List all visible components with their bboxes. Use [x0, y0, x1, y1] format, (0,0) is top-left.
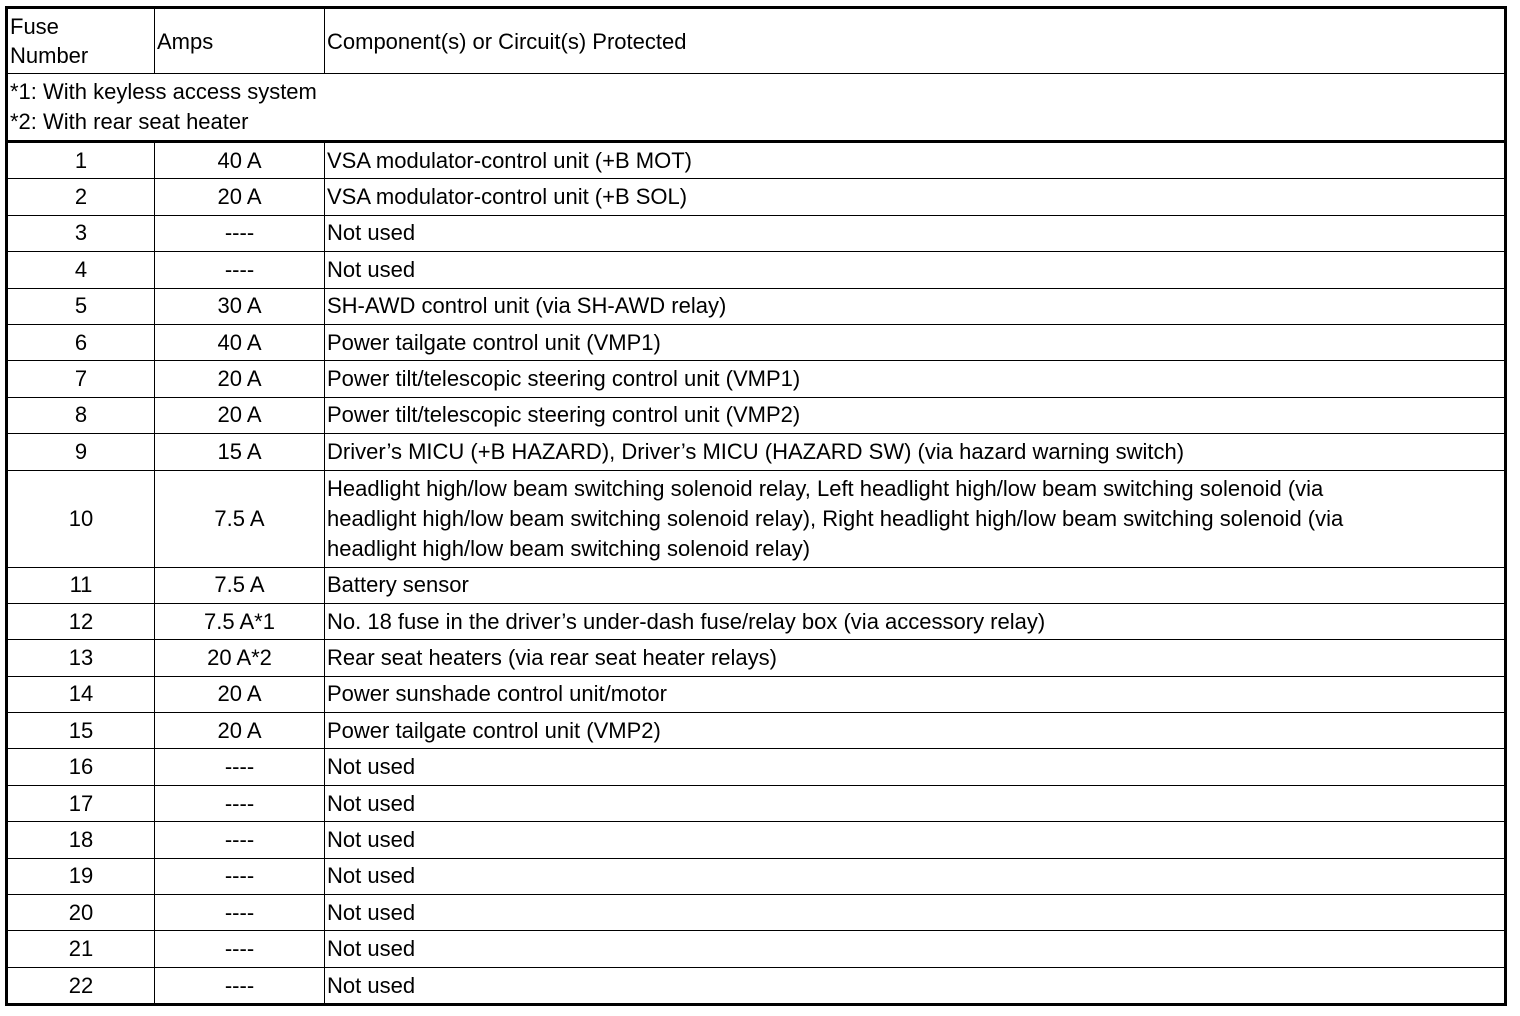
footnotes-cell [7, 74, 1506, 142]
fuse-number-cell: 1 [7, 142, 155, 179]
amps-cell: ---- [155, 215, 325, 251]
component-line: Headlight high/low beam switching solenoid relay, Left headlight high/low beam switching solenoid (via [327, 475, 1324, 501]
amps-cell: 20 A*2 [155, 640, 325, 676]
footnotes-row [7, 74, 1506, 142]
amps-cell: ---- [155, 252, 325, 288]
component-cell [325, 470, 1506, 567]
table-row [7, 567, 1506, 603]
amps-cell: ---- [155, 895, 325, 931]
component-cell: Power tilt/telescopic steering control unit (VMP2) [325, 397, 1506, 433]
amps-cell: ---- [155, 785, 325, 821]
component-cell: Battery sensor [325, 567, 1506, 603]
table-row [7, 676, 1506, 712]
amps-cell: 7.5 A [155, 470, 325, 567]
amps-cell: 15 A [155, 434, 325, 470]
component-cell: Power tailgate control unit (VMP1) [325, 324, 1506, 360]
fuse-number-cell: 4 [7, 252, 155, 288]
fuse-table [5, 6, 1507, 1006]
component-line: headlight high/low beam switching solenoid relay) [327, 535, 811, 561]
table-row [7, 288, 1506, 324]
fuse-number-cell: 10 [7, 470, 155, 567]
header-fuse-number-line1: Fuse [10, 14, 59, 39]
table-row [7, 858, 1506, 894]
fuse-number-cell: 16 [7, 749, 155, 785]
amps-cell: 20 A [155, 397, 325, 433]
amps-cell: ---- [155, 822, 325, 858]
table-row [7, 785, 1506, 821]
fuse-number-cell: 15 [7, 713, 155, 749]
fuse-table-body [7, 8, 1506, 1005]
component-cell: No. 18 fuse in the driver’s under-dash fuse/relay box (via accessory relay) [325, 603, 1506, 639]
fuse-number-cell: 17 [7, 785, 155, 821]
component-cell: Not used [325, 822, 1506, 858]
fuse-number-cell: 12 [7, 603, 155, 639]
amps-cell: ---- [155, 931, 325, 967]
component-cell: Power sunshade control unit/motor [325, 676, 1506, 712]
table-row [7, 640, 1506, 676]
component-cell: Not used [325, 858, 1506, 894]
fuse-number-cell: 9 [7, 434, 155, 470]
fuse-number-cell: 14 [7, 676, 155, 712]
table-row [7, 142, 1506, 179]
table-row [7, 749, 1506, 785]
amps-cell: 7.5 A*1 [155, 603, 325, 639]
fuse-number-cell: 3 [7, 215, 155, 251]
footnote-2: *2: With rear seat heater [10, 109, 249, 134]
header-amps: Amps [155, 8, 325, 74]
amps-cell: 20 A [155, 179, 325, 215]
amps-cell: 40 A [155, 324, 325, 360]
table-row [7, 603, 1506, 639]
component-cell: Not used [325, 749, 1506, 785]
component-cell: Not used [325, 967, 1506, 1004]
fuse-number-cell: 6 [7, 324, 155, 360]
table-row [7, 361, 1506, 397]
fuse-number-cell: 21 [7, 931, 155, 967]
header-fuse-number [7, 8, 155, 74]
amps-cell: ---- [155, 967, 325, 1004]
footnote-1: *1: With keyless access system [10, 79, 317, 104]
component-cell: Not used [325, 895, 1506, 931]
fuse-number-cell: 2 [7, 179, 155, 215]
fuse-number-cell: 22 [7, 967, 155, 1004]
table-row [7, 324, 1506, 360]
component-cell: Not used [325, 785, 1506, 821]
table-row [7, 252, 1506, 288]
component-cell: Not used [325, 931, 1506, 967]
component-cell: Driver’s MICU (+B HAZARD), Driver’s MICU (HAZARD SW) (via hazard warning switch) [325, 434, 1506, 470]
amps-cell: 20 A [155, 713, 325, 749]
table-row [7, 434, 1506, 470]
component-cell: SH-AWD control unit (via SH-AWD relay) [325, 288, 1506, 324]
amps-cell: 20 A [155, 361, 325, 397]
amps-cell: 7.5 A [155, 567, 325, 603]
table-row [7, 822, 1506, 858]
header-fuse-number-line2: Number [10, 43, 89, 68]
table-row [7, 179, 1506, 215]
amps-cell: 20 A [155, 676, 325, 712]
header-components: Component(s) or Circuit(s) Protected [325, 8, 1506, 74]
table-row [7, 470, 1506, 567]
table-row [7, 397, 1506, 433]
component-cell: VSA modulator-control unit (+B SOL) [325, 179, 1506, 215]
fuse-number-cell: 11 [7, 567, 155, 603]
table-row [7, 713, 1506, 749]
component-cell: VSA modulator-control unit (+B MOT) [325, 142, 1506, 179]
fuse-number-cell: 7 [7, 361, 155, 397]
table-row [7, 931, 1506, 967]
component-line: headlight high/low beam switching solenoid relay), Right headlight high/low beam switching solenoid (via [327, 505, 1344, 531]
table-row [7, 895, 1506, 931]
fuse-number-cell: 13 [7, 640, 155, 676]
component-cell: Not used [325, 215, 1506, 251]
amps-cell: 40 A [155, 142, 325, 179]
table-header-row [7, 8, 1506, 74]
table-row [7, 967, 1506, 1004]
fuse-number-cell: 18 [7, 822, 155, 858]
component-cell: Not used [325, 252, 1506, 288]
amps-cell: 30 A [155, 288, 325, 324]
amps-cell: ---- [155, 858, 325, 894]
component-cell: Power tilt/telescopic steering control unit (VMP1) [325, 361, 1506, 397]
fuse-number-cell: 19 [7, 858, 155, 894]
fuse-number-cell: 5 [7, 288, 155, 324]
amps-cell: ---- [155, 749, 325, 785]
fuse-number-cell: 20 [7, 895, 155, 931]
component-cell: Rear seat heaters (via rear seat heater relays) [325, 640, 1506, 676]
component-cell: Power tailgate control unit (VMP2) [325, 713, 1506, 749]
fuse-number-cell: 8 [7, 397, 155, 433]
table-row [7, 215, 1506, 251]
